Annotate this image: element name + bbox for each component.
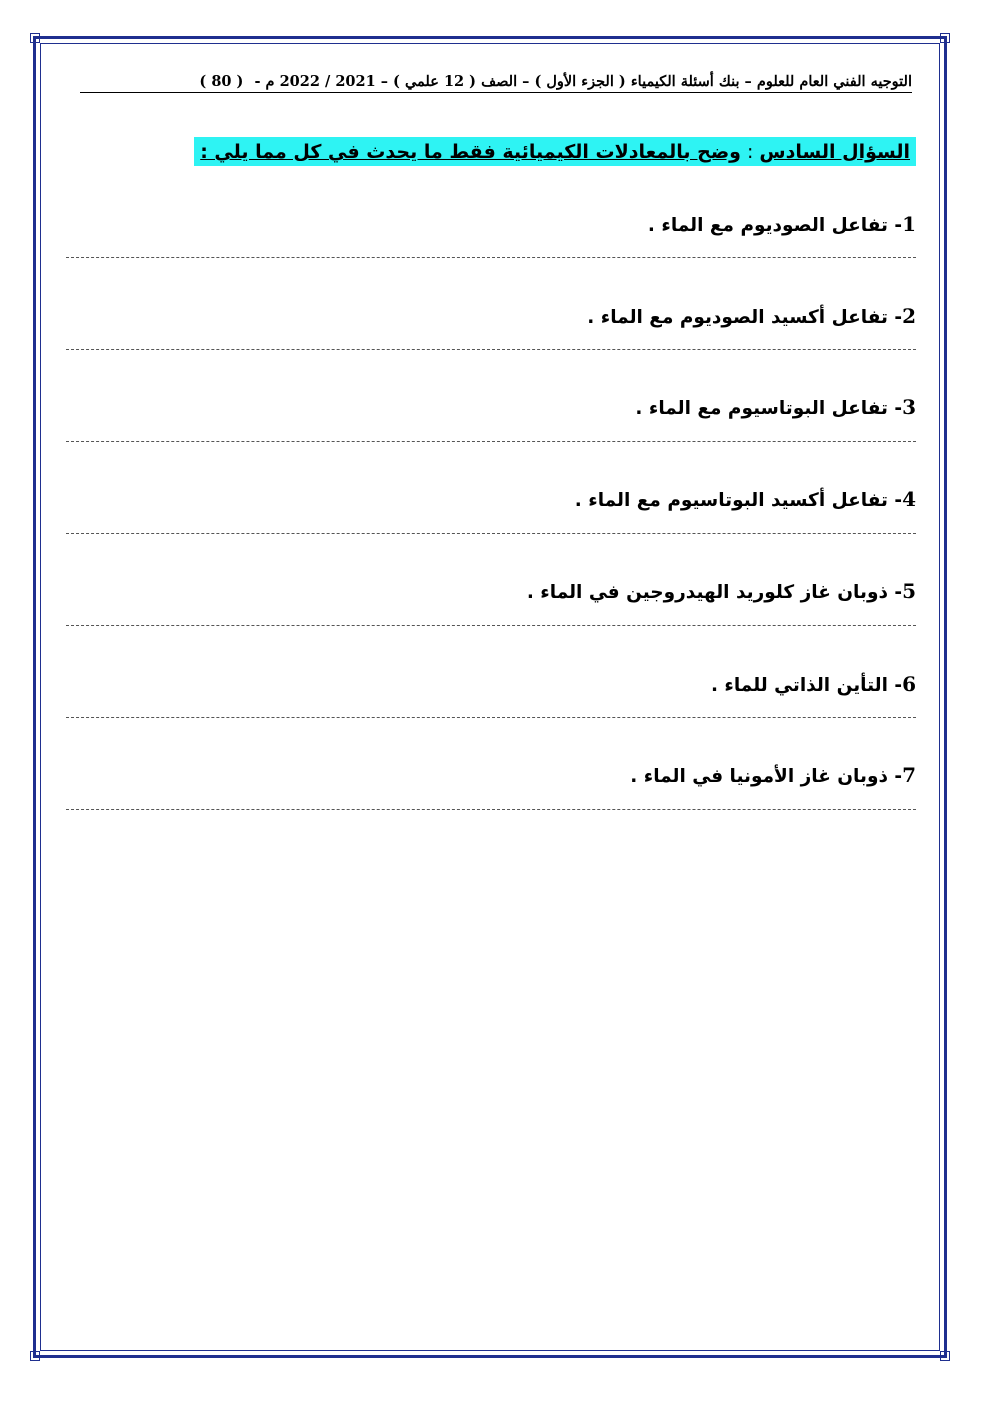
border-corner-top-right [940,33,950,43]
answer-line-7 [66,809,916,810]
item-text: - تفاعل أكسيد البوتاسيوم مع الماء . [574,490,903,511]
answer-line-6 [66,717,916,718]
answer-line-2 [66,349,916,350]
question-text: وضح بالمعادلات الكيميائية فقط ما يحدث في كل مما يلي : [200,141,741,163]
question-item-4 [575,487,916,511]
question-item-3 [635,395,916,419]
question-separator: : [747,141,754,163]
header-text: التوجيه الفني العام للعلوم – بنك أسئلة الكيمياء ( الجزء الأول ) – الصف ( 12 علمي ) – 2021 / 2022 م - [254,73,912,90]
item-number: 4 [902,487,916,511]
page-header [80,73,912,93]
border-corner-bottom-left [30,1351,40,1361]
answer-line-4 [66,533,916,534]
answer-line-1 [66,257,916,258]
item-text: - تفاعل البوتاسيوم مع الماء . [635,398,903,419]
item-text: - ذوبان غاز كلوريد الهيدروجين في الماء . [526,582,903,603]
question-label: السؤال السادس [759,141,910,163]
border-corner-bottom-right [940,1351,950,1361]
item-number: 1 [902,212,916,236]
question-item-2 [587,304,916,328]
item-number: 6 [902,672,916,696]
item-text: - تفاعل أكسيد الصوديوم مع الماء . [587,307,903,328]
item-text: - ذوبان غاز الأمونيا في الماء . [630,766,903,787]
question-item-6 [711,672,916,696]
item-number: 5 [902,579,916,603]
question-item-7 [630,763,916,787]
item-text: - تفاعل الصوديوم مع الماء . [647,215,903,236]
item-text: - التأين الذاتي للماء . [710,675,903,696]
border-corner-top-left [30,33,40,43]
question-item-1 [648,212,916,236]
item-number: 3 [902,395,916,419]
answer-line-3 [66,441,916,442]
item-number: 2 [902,304,916,328]
question-title [194,137,916,166]
item-number: 7 [902,763,916,787]
question-item-5 [527,579,916,603]
page-border-inner [40,43,940,1351]
page-number: ( 80 ) [199,73,244,90]
answer-line-5 [66,625,916,626]
